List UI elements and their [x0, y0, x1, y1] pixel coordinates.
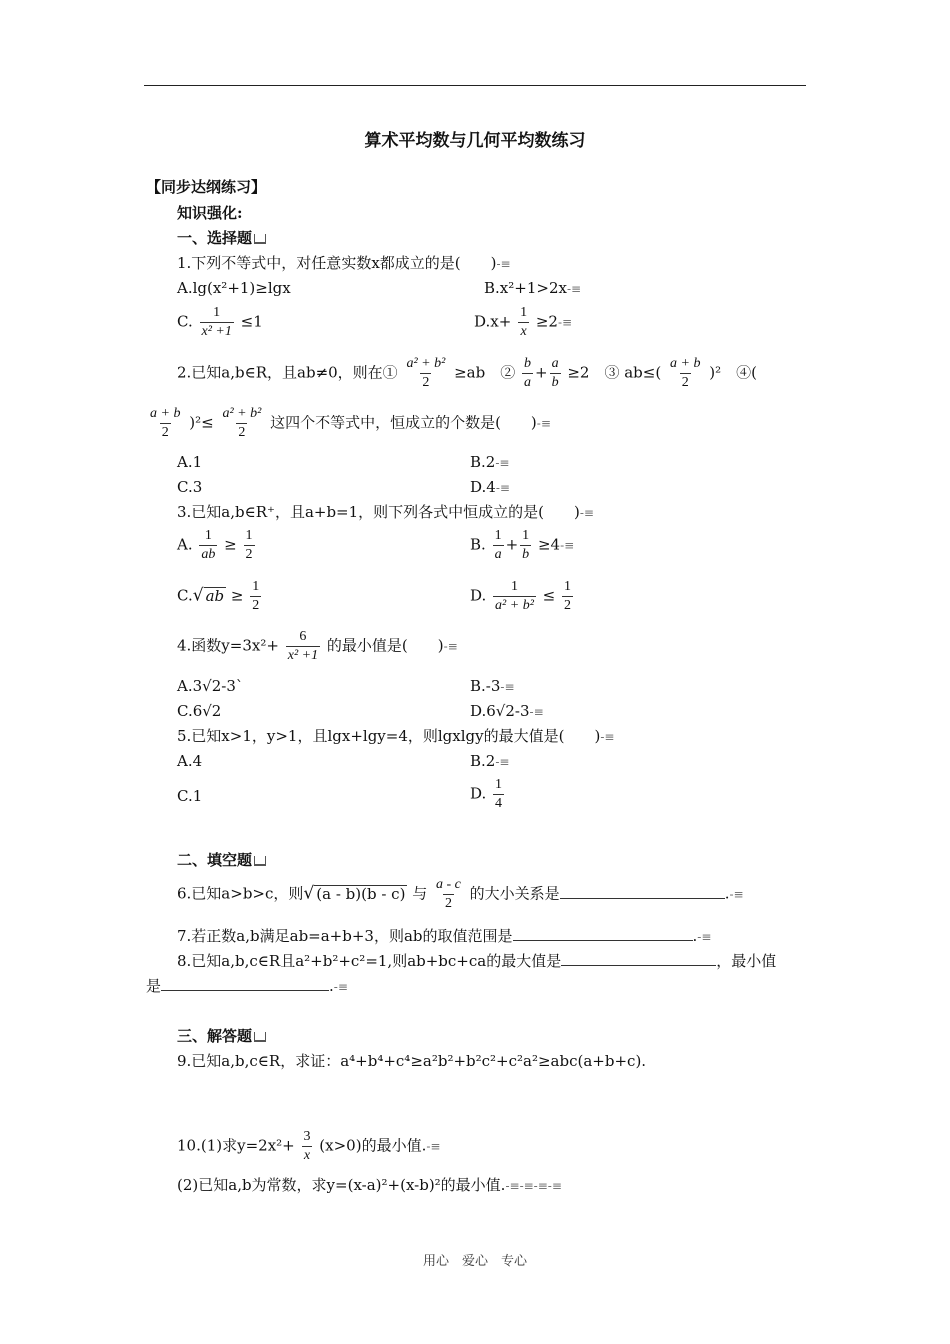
q4-option-d	[470, 701, 544, 722]
q10-suffix: (x>0)的最小值.	[319, 1136, 427, 1155]
q3-b-plus: +	[505, 535, 519, 554]
numerator: 1	[520, 305, 528, 320]
numerator: a	[551, 356, 559, 371]
radicand: (a - b)(b - c)	[316, 884, 406, 903]
sqrt-icon: √	[192, 585, 204, 606]
mark: -≡	[426, 1139, 441, 1154]
numerator: 1	[252, 579, 260, 594]
numerator: a - c	[436, 877, 461, 892]
q5-option-c: C.1	[177, 787, 203, 805]
q10-part2-text: (2)已知a,b为常数，求y=(x-a)²+(x-b)²的最小值.	[177, 1176, 506, 1194]
denominator: x² +1	[287, 648, 319, 663]
q3-d-prefix: D.	[470, 586, 487, 605]
q10-fraction	[302, 1128, 313, 1165]
q10-part2	[177, 1175, 562, 1196]
denominator: b	[551, 375, 559, 390]
mark: -≡	[496, 257, 511, 271]
denominator: a	[494, 547, 502, 562]
q3-a-f2	[244, 527, 255, 564]
radicand: ab	[205, 586, 225, 605]
q6	[177, 876, 744, 913]
q6-mid: 与	[412, 884, 428, 903]
denominator: 2	[252, 598, 260, 613]
denominator: b	[522, 547, 530, 562]
q6-prefix: 6.已知a>b>c，则	[177, 884, 304, 903]
q4-option-b-text: B.-3	[470, 677, 501, 695]
q4-option-d-text: D.6√2-3	[470, 702, 530, 720]
mark: -≡	[443, 639, 458, 654]
denominator: ab	[201, 547, 216, 562]
denominator: 2	[564, 598, 572, 613]
numerator: a² + b²	[222, 406, 262, 421]
q4-option-a: A.3√2-3`	[177, 677, 244, 695]
q2-line2	[146, 405, 551, 442]
denominator: 2	[245, 547, 253, 562]
q8-blank-min[interactable]	[161, 976, 329, 991]
q4-option-b	[470, 676, 515, 697]
section-header: 【同步达纲练习】	[146, 178, 267, 196]
q2-f4	[668, 355, 702, 392]
q3-b-f2	[520, 527, 531, 564]
sub-header: 知识强化:	[177, 204, 243, 222]
q3-option-d	[470, 578, 575, 615]
q5-stem-text: 5.已知x>1，y>1，且lgx+lgy=4，则lgxlgy的最大值是( )	[177, 727, 601, 745]
q1-d-suffix: ≥2	[535, 312, 558, 331]
q1-option-b	[484, 278, 581, 299]
q3-stem-text: 3.已知a,b∈R⁺，且a+b=1，则下列各式中恒成立的是( )	[177, 503, 580, 521]
q2-option-c: C.3	[177, 478, 203, 496]
denominator: 2	[681, 375, 689, 390]
q3-b-prefix: B.	[470, 535, 486, 554]
numerator: a² + b²	[406, 356, 446, 371]
fill-heading	[177, 850, 266, 870]
q1-c-suffix: ≤1	[240, 312, 263, 331]
q5-stem	[177, 726, 614, 747]
q2-f2	[522, 355, 533, 392]
q6-end: .	[724, 884, 730, 903]
q6-fraction	[434, 876, 463, 913]
numerator: b	[524, 356, 531, 371]
q7	[177, 926, 711, 947]
q3-c-fraction	[250, 578, 261, 615]
numerator: 1	[494, 528, 502, 543]
solve-heading-text: 三、解答题	[177, 1027, 253, 1045]
q7-blank[interactable]	[513, 926, 693, 941]
numerator: a + b	[150, 406, 181, 421]
q8-line2	[146, 976, 348, 997]
numerator: 1	[204, 528, 212, 543]
q2-t5: 这四个不等式中，恒成立的个数是( )	[270, 413, 537, 432]
q2-option-b	[470, 452, 509, 473]
q1-stem	[177, 253, 511, 274]
mark: -≡-≡-≡-≡	[505, 1179, 562, 1193]
q8-mid: ，最小值	[716, 952, 777, 970]
mark: -≡	[600, 730, 615, 744]
q3-b-suffix: ≥4	[537, 535, 561, 554]
q1-option-d	[474, 304, 572, 341]
q8-line1	[177, 951, 776, 971]
q3-option-c	[177, 578, 263, 615]
mark: -≡	[529, 705, 544, 719]
mark: -≡	[536, 416, 551, 431]
q2-f1	[404, 355, 447, 392]
numerator: 1	[522, 528, 530, 543]
denominator: x	[303, 1148, 311, 1163]
mark: -≡	[560, 538, 575, 553]
q8-blank-max[interactable]	[561, 951, 716, 966]
q2-f6	[220, 405, 263, 442]
mark: -≡	[495, 456, 510, 470]
q3-c-mid: ≥	[230, 586, 244, 605]
q1-stem-text: 1.下列不等式中，对任意实数x都成立的是( )	[177, 254, 497, 272]
return-mark-icon	[254, 234, 266, 244]
page-footer: 用心 爱心 专心	[422, 1254, 527, 1269]
mark: -≡	[729, 887, 744, 902]
q1-d-prefix: D.x+	[474, 312, 512, 331]
q5-option-a: A.4	[177, 752, 203, 770]
header-rule	[144, 85, 806, 86]
q1-option-c	[177, 304, 263, 341]
q2-option-b-text: B.2	[470, 453, 496, 471]
q3-a-f1	[199, 527, 217, 564]
q4-stem	[177, 628, 458, 665]
solve-heading	[177, 1026, 266, 1046]
denominator: 2	[161, 425, 169, 440]
q3-a-prefix: A.	[177, 535, 193, 554]
q3-a-mid: ≥	[224, 535, 237, 554]
q8-line2-prefix: 是	[146, 977, 162, 995]
q2-f5	[148, 405, 182, 442]
return-mark-icon	[254, 1032, 266, 1042]
mark: -≡	[566, 282, 582, 296]
q2-t2: ≥2 ③ ab≤(	[567, 363, 662, 382]
q4-prefix: 4.函数y=3x²+	[177, 636, 279, 655]
page-title: 算术平均数与几何平均数练习	[364, 131, 586, 151]
denominator: 4	[495, 796, 503, 811]
denominator: 2	[444, 896, 452, 911]
q3-c-prefix: C.	[177, 586, 193, 605]
denominator: a² + b²	[495, 598, 534, 613]
denominator: x	[520, 324, 527, 339]
mark: -≡	[495, 481, 510, 495]
q3-option-b	[470, 527, 574, 564]
q2-prefix: 2.已知a,b∈R，且ab≠0，则在①	[177, 363, 398, 382]
mark: -≡	[495, 755, 510, 769]
q5-option-b	[470, 751, 509, 772]
q6-suffix: 的大小关系是	[469, 884, 560, 903]
q3-d-mid: ≤	[542, 586, 556, 605]
q2-line1	[177, 355, 757, 392]
q1-d-fraction	[518, 304, 529, 341]
q2-option-d-text: D.4	[470, 478, 496, 496]
choice-heading	[177, 228, 266, 248]
q2-t4: )²≤	[189, 413, 214, 432]
q4-suffix: 的最小值是( )	[326, 636, 444, 655]
q9: 9.已知a,b,c∈R，求证：a⁴+b⁴+c⁴≥a²b²+b²c²+c²a²≥abc(a+b+c).	[177, 1052, 647, 1070]
denominator: x² +1	[201, 324, 232, 339]
denominator: 2	[238, 425, 246, 440]
mark: -≡	[333, 980, 348, 994]
q2-f3	[550, 355, 561, 392]
q3-b-f1	[493, 527, 504, 564]
q10-prefix: 10.(1)求y=2x²+	[177, 1136, 295, 1155]
numerator: 1	[564, 579, 572, 594]
fill-heading-text: 二、填空题	[177, 851, 253, 869]
mark: -≡	[697, 930, 712, 944]
mark: -≡	[500, 680, 515, 694]
q1-c-fraction	[200, 304, 234, 341]
q4-fraction	[286, 628, 320, 665]
numerator: 1	[495, 777, 503, 792]
q3-d-f1	[493, 578, 536, 615]
q3-option-a	[177, 527, 257, 564]
q4-option-c: C.6√2	[177, 702, 222, 720]
q2-t1: ≥ab ②	[454, 363, 516, 382]
q2-plus: +	[535, 363, 548, 382]
q3-d-f2	[562, 578, 573, 615]
q2-option-a: A.1	[177, 453, 203, 471]
q5-option-b-text: B.2	[470, 752, 496, 770]
q5-option-d	[470, 776, 506, 813]
denominator: 2	[422, 375, 430, 390]
numerator: 1	[213, 305, 221, 320]
choice-heading-text: 一、选择题	[177, 229, 253, 247]
numerator: 6	[299, 629, 307, 644]
q3-stem	[177, 502, 594, 523]
q10-part1	[177, 1128, 440, 1165]
numerator: 3	[303, 1129, 311, 1144]
q1-c-prefix: C.	[177, 312, 193, 331]
q8-end: .	[329, 977, 334, 995]
numerator: 1	[245, 528, 253, 543]
q2-t3: )² ④(	[709, 363, 757, 382]
q7-prefix: 7.若正数a,b满足ab=a+b+3，则ab的取值范围是	[177, 927, 513, 945]
return-mark-icon	[254, 856, 266, 866]
q5-d-fraction	[493, 776, 504, 813]
q7-end: .	[692, 927, 698, 945]
q8-prefix: 8.已知a,b,c∈R且a²+b²+c²=1,则ab+bc+ca的最大值是	[177, 952, 562, 970]
q5-d-prefix: D.	[470, 784, 487, 803]
q1-option-b-text: B.x²+1>2x	[484, 279, 567, 297]
numerator: 1	[510, 579, 518, 594]
q6-blank[interactable]	[560, 884, 725, 899]
q2-option-d	[470, 477, 510, 498]
numerator: a + b	[670, 356, 701, 371]
denominator: a	[524, 375, 531, 390]
sqrt-icon: √	[303, 883, 315, 904]
mark: -≡	[557, 315, 573, 330]
q1-option-a: A.lg(x²+1)≥lgx	[177, 279, 291, 297]
mark: -≡	[579, 506, 594, 520]
